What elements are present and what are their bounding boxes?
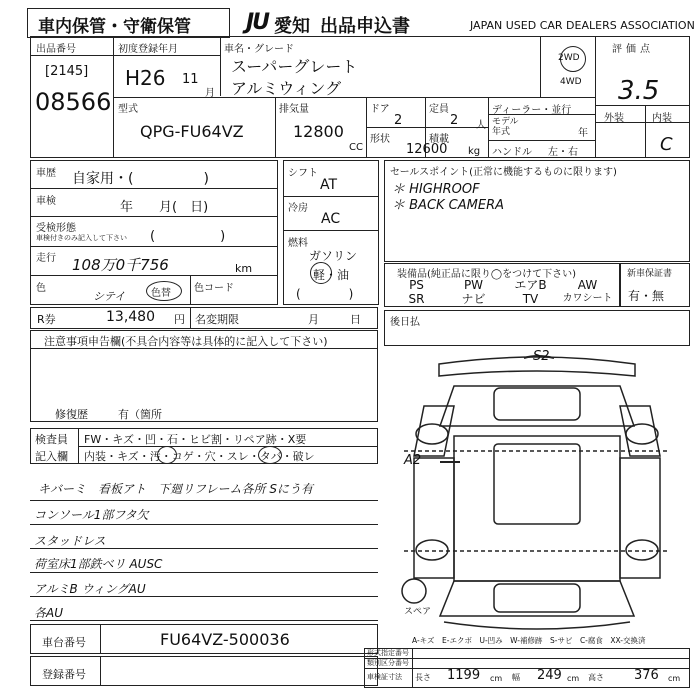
diagram-rear — [440, 581, 634, 616]
warranty-label: 新車保証書 — [627, 269, 673, 279]
wheel-rear-left — [416, 540, 448, 560]
ac-value: AC — [321, 211, 341, 227]
equipment-item: TV — [522, 292, 539, 306]
association-name: JAPAN USED CAR DEALERS ASSOCIATION — [470, 19, 695, 32]
repair-label: 修復歴 — [55, 408, 88, 421]
reg-label: 登録番号 — [42, 668, 86, 681]
inspector-row1: FW・キズ・凹・石・ヒビ割・リペア跡・X要 — [84, 433, 307, 446]
mark-left: A2 — [404, 453, 422, 468]
capacity-unit: 人 — [476, 120, 486, 131]
test-label: 受検形態 — [36, 223, 76, 234]
history-value: 自家用・( ) — [72, 171, 209, 187]
displacement-label: 排気量 — [279, 104, 309, 115]
shape-cert-label: 形式指定番号 — [367, 649, 409, 657]
lot-number: 08566 — [35, 88, 112, 116]
note-line3: スタッドレス — [34, 534, 106, 548]
tax-day: 日 — [350, 313, 361, 326]
dealer-label: ディーラー・並行 — [492, 105, 572, 116]
length-value: 1199 — [447, 668, 481, 683]
equipment-item: カワシート — [562, 293, 613, 304]
color-value: シテイ — [93, 290, 126, 303]
diagram-inner-roof — [494, 444, 580, 524]
spare-tire — [402, 579, 426, 603]
inspection-label: 車検 — [36, 196, 56, 207]
logo-mark: JU — [246, 10, 269, 35]
vehicle-diagram — [384, 346, 690, 636]
diagram-windshield — [494, 388, 580, 420]
load-label: 積載 — [429, 134, 449, 145]
equipment-item: AW — [577, 278, 598, 292]
grade-score: 3.5 — [618, 76, 660, 106]
soil-circle — [157, 446, 177, 464]
ac-label: 冷房 — [288, 203, 308, 214]
doors-label: ドア — [370, 104, 390, 115]
model-year-label: モデル年式 — [492, 117, 519, 137]
lot-bracket-no: [2145] — [45, 64, 89, 79]
equipment-item: ナビ — [461, 292, 486, 306]
shift-label: シフト — [288, 168, 318, 179]
height-label: 高さ — [588, 673, 604, 682]
mileage-value: 108万0千756 — [72, 256, 169, 274]
registration-year: H26 — [125, 66, 166, 90]
tax-amount: 13,480 — [106, 309, 155, 325]
registration-month: 11 — [182, 72, 199, 87]
sales-point1: ＊ HIGHROOF — [392, 182, 480, 197]
width-value: 249 — [537, 668, 562, 683]
mileage-unit: km — [235, 262, 253, 275]
test-sub: 車検付きのみ記入して下さい — [36, 234, 127, 242]
lot-label: 出品番号 — [36, 44, 76, 55]
tax-unit: 円 — [174, 313, 185, 326]
wheel-rear-right — [626, 540, 658, 560]
grade-label: 評価点 — [612, 44, 654, 55]
rear-box — [384, 310, 690, 346]
tax-month: 月 — [308, 313, 319, 326]
registration-month-unit: 月 — [205, 88, 215, 99]
rear-label: 後日払 — [390, 317, 420, 328]
note-line4: 荷室床1部鉄ベリ AUSC — [34, 557, 163, 571]
warranty-value: 有・無 — [628, 289, 665, 303]
handle-label: ハンドル — [492, 147, 532, 158]
car-name-label: 車名・グレード — [224, 44, 294, 55]
model-year-suffix: 年 — [578, 128, 588, 139]
category-label: 類別区分番号 — [367, 659, 409, 667]
history-label: 車歴 — [36, 168, 56, 179]
form-title: 出品申込書 — [320, 16, 410, 37]
model-label: 型式 — [118, 104, 138, 115]
diagram-bumper — [444, 622, 630, 629]
sales-point2: ＊ BACK CAMERA — [392, 198, 505, 213]
damage-legend: A-キズ E-エクボ U-凹み W-補修跡 S-サビ C-腐食 XX-交換済 — [412, 636, 646, 645]
notes-label: 注意事項申告欄(不具合内容等は具体的に記入して下さい) — [44, 335, 328, 348]
inspection-value: 年 月( 日) — [120, 200, 209, 215]
size-label: 車検証寸法 — [367, 673, 402, 681]
model-value: QPG-FU64VZ — [140, 122, 244, 141]
mileage-label: 走行 — [36, 253, 56, 264]
fuel-value1: ガソリン — [309, 249, 358, 263]
car-name-line1: スーパーグレート — [231, 57, 358, 76]
load-value: 12600 — [406, 142, 448, 157]
fuel-value2: 軽・油 — [313, 268, 350, 282]
equipment-item: PW — [463, 278, 484, 292]
equipment-item: PS — [409, 278, 424, 292]
tax-label2: 名変期限 — [195, 313, 239, 326]
height-value: 376 — [634, 668, 659, 683]
note-line2: コンソール1部フタ欠 — [34, 508, 149, 522]
logo-text: 愛知 — [274, 16, 310, 37]
fuel-paren: ( ) — [296, 287, 354, 301]
load-unit: kg — [468, 146, 481, 157]
car-name-line2: アルミウィング — [231, 79, 342, 98]
drive-2wd: 2WD — [558, 53, 580, 63]
displacement-value: 12800 — [293, 122, 344, 141]
chassis-label: 車台番号 — [42, 636, 86, 649]
equipment-label: 装備品(純正品に限り◯をつけて下さい) — [397, 269, 576, 280]
exterior-label: 外装 — [604, 113, 624, 124]
note-line1: キバーミ 看板アト 下廻リフレーム各所 Sにう有 — [38, 482, 313, 496]
inspector-label2: 記入欄 — [35, 450, 68, 463]
note-line6: 各AU — [34, 606, 63, 620]
storage-label: 車内保管・守衛保管 — [38, 17, 191, 37]
wheel-front-right — [626, 424, 658, 444]
width-label: 幅 — [512, 673, 520, 682]
equipment-item: SR — [408, 292, 425, 306]
color-label: 色 — [36, 283, 46, 294]
wheel-front-left — [416, 424, 448, 444]
color-change: 色替 — [151, 288, 171, 299]
note-line5: アルミB ウィングAU — [34, 582, 146, 596]
repair-value: 有（箇所 — [118, 408, 162, 421]
registration-label: 初度登録年月 — [118, 44, 178, 55]
sales-label: セールスポイント(正常に機能するものに限ります) — [390, 167, 617, 178]
shift-value: AT — [320, 177, 338, 193]
diagram-rear-window — [494, 584, 580, 612]
mark-top: S2 — [533, 349, 550, 364]
capacity-value: 2 — [450, 113, 459, 128]
inspector-label1: 検査員 — [35, 433, 68, 446]
tax-label: R券 — [37, 313, 56, 326]
interior-grade: C — [660, 134, 673, 155]
color-code-label: 色コード — [194, 283, 234, 294]
fuel-label: 燃料 — [288, 238, 308, 249]
test-value: ( ) — [150, 229, 226, 244]
equipment-item: エアB — [514, 278, 547, 292]
scuff-circle — [258, 446, 282, 464]
length-label: 長さ — [415, 673, 431, 682]
drive-4wd: 4WD — [560, 77, 582, 87]
length-unit: cm — [490, 674, 503, 683]
diagram-center-body — [454, 436, 620, 581]
width-unit: cm — [567, 674, 580, 683]
height-unit: cm — [668, 674, 681, 683]
chassis-value: FU64VZ-500036 — [160, 630, 290, 649]
spare-label: スペア — [404, 607, 432, 617]
shape-label: 形状 — [370, 134, 390, 145]
doors-value: 2 — [394, 113, 403, 128]
capacity-label: 定員 — [429, 104, 449, 115]
interior-label: 内装 — [652, 113, 672, 124]
inspector-row2: 内装・キズ・汚・コゲ・穴・スレ・タバ・破レ — [84, 450, 315, 463]
handle-options: 左・右 — [548, 147, 578, 158]
displacement-unit: CC — [349, 142, 363, 153]
equipment-grid — [388, 278, 618, 306]
